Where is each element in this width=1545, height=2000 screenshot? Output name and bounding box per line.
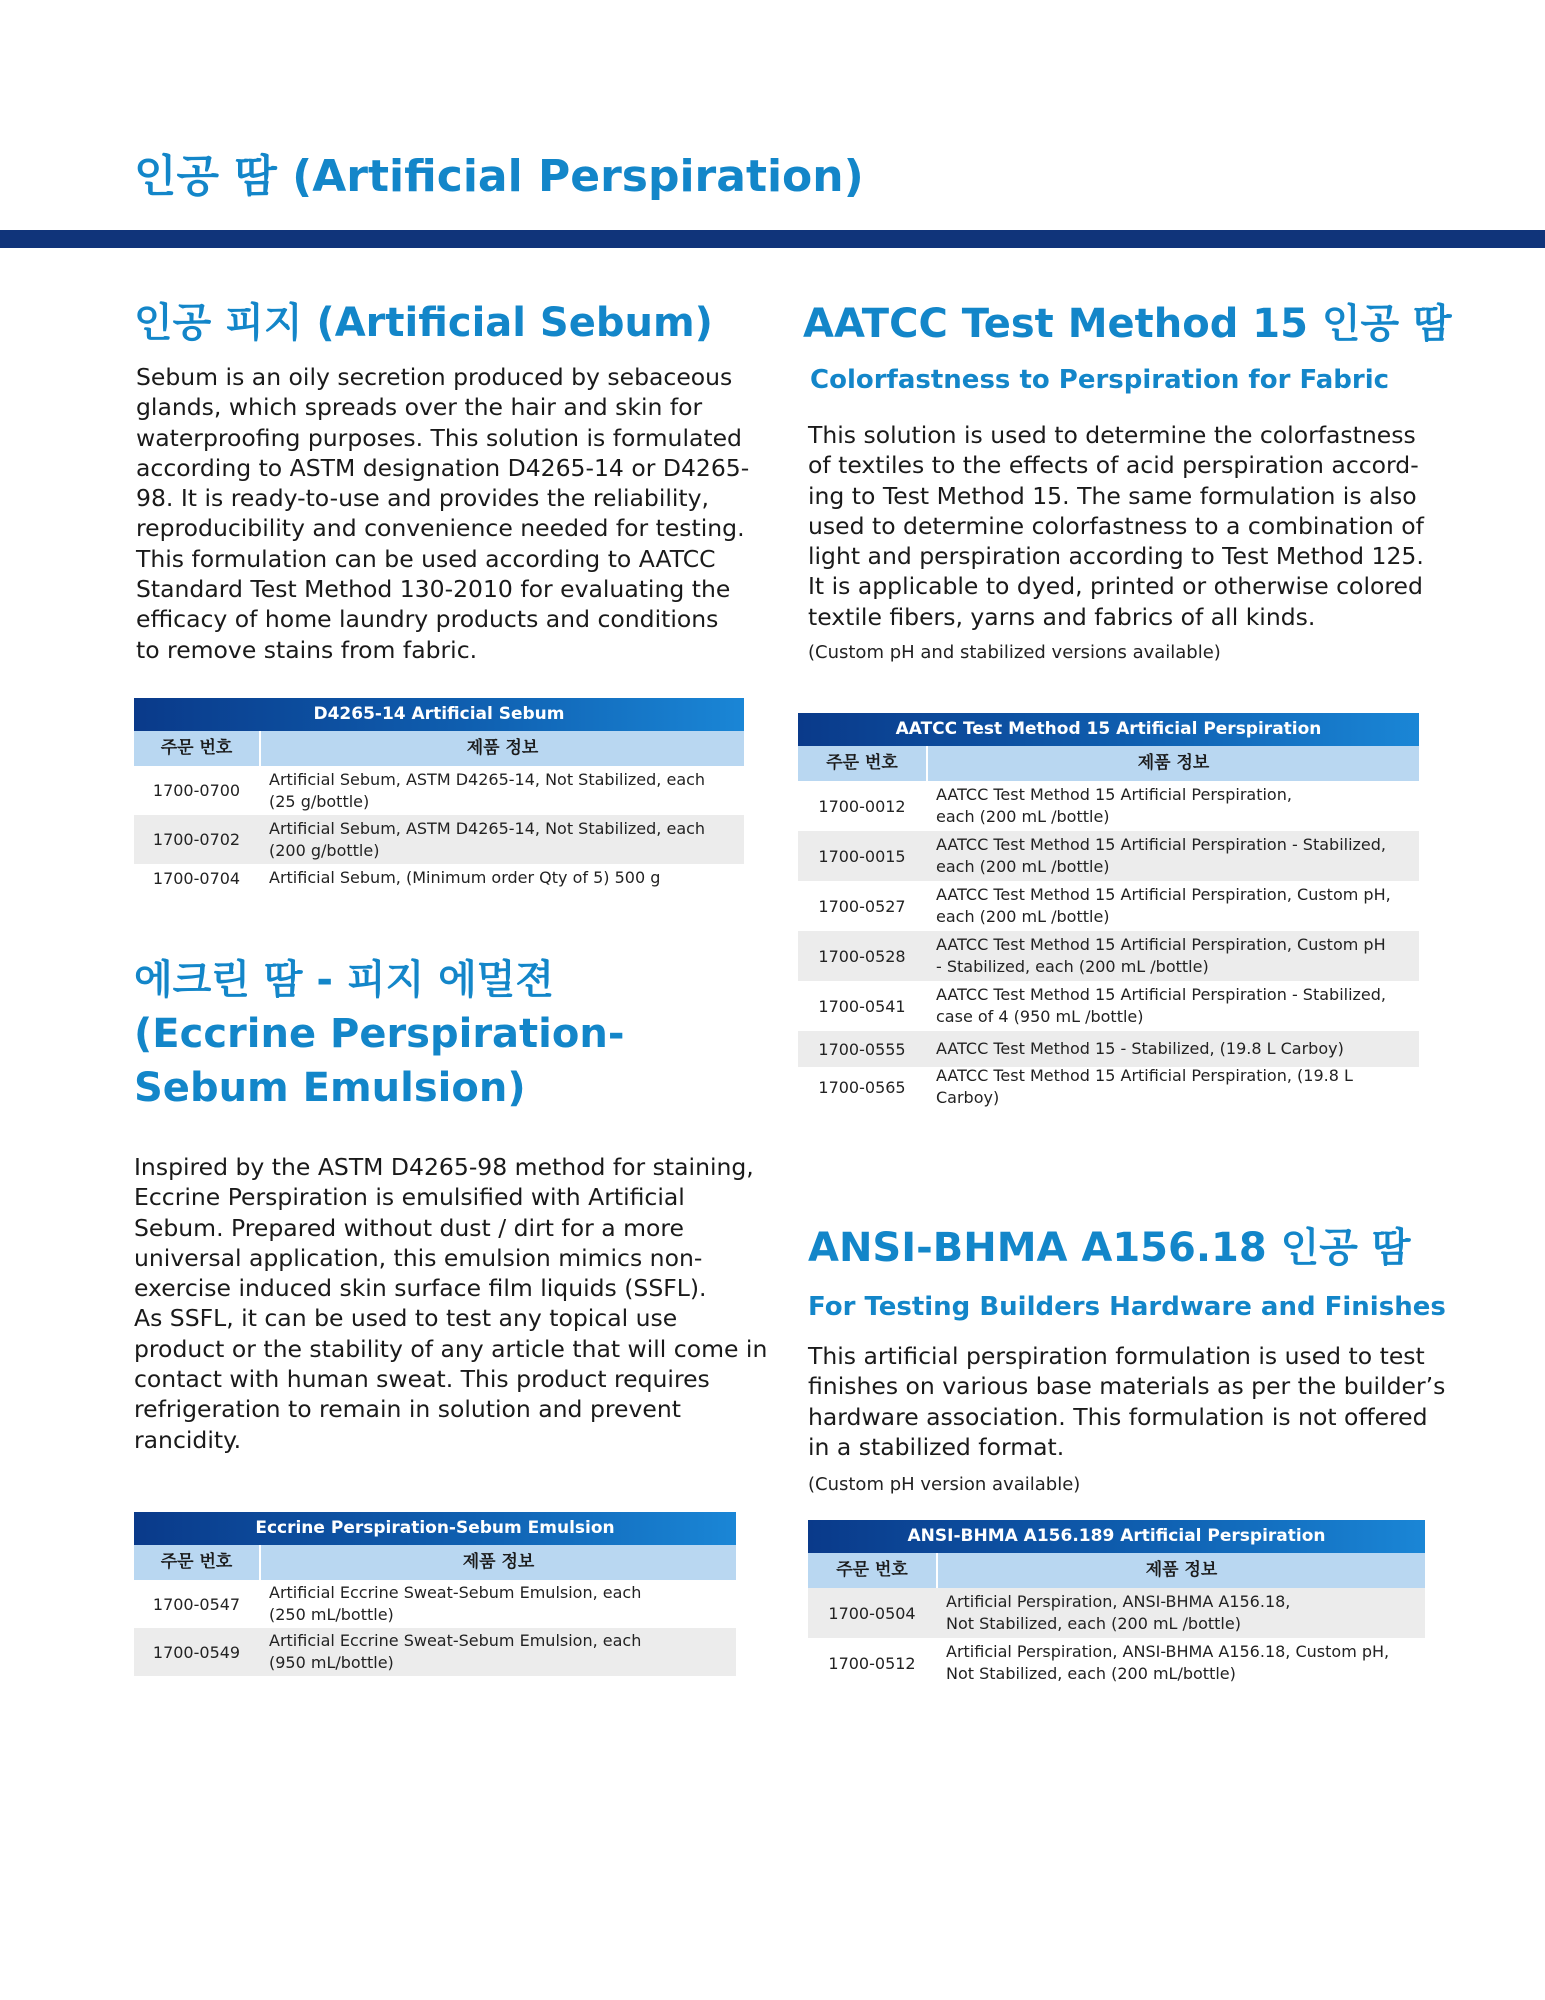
ansi-product-table: [808, 1520, 1425, 1688]
column-header-order-number: 주문 번호: [808, 1553, 938, 1588]
ansi-heading: ANSI-BHMA A156.18 인공 땀: [808, 1225, 1411, 1271]
heading-line: Sebum Emulsion): [134, 1065, 526, 1111]
text-line: light and perspiration according to Test Method 125.: [808, 542, 1424, 571]
order-number: 1700-0547: [152, 1594, 241, 1614]
table-row: [798, 931, 1419, 981]
order-number: 1700-0549: [152, 1642, 241, 1662]
text-line: universal application, this emulsion mimics non-: [134, 1243, 703, 1272]
order-number: 1700-0528: [818, 946, 906, 966]
table-row: [798, 881, 1419, 931]
text-line: reproducibility and convenience needed for testing.: [136, 514, 745, 543]
product-description: AATCC Test Method 15 Artificial Perspiration, Custom pH - Stabilized, each (200 mL /bottle): [936, 935, 1386, 976]
heading-line: (Eccrine Perspiration-: [134, 1011, 625, 1057]
text-line: Eccrine Perspiration is emulsified with Artificial: [134, 1183, 685, 1212]
order-number: 1700-0512: [828, 1653, 916, 1673]
table-row: [134, 766, 744, 815]
product-description: Artificial Sebum, (Minimum order Qty of 5) 500 g: [269, 868, 661, 887]
aatcc-heading: AATCC Test Method 15 인공 땀: [803, 301, 1452, 347]
table-row: [134, 864, 744, 892]
product-description: AATCC Test Method 15 - Stabilized, (19.8 L Carboy): [936, 1039, 1344, 1058]
text-line: This solution is used to determine the colorfastness: [808, 421, 1416, 449]
table-row: [798, 831, 1419, 881]
table-row: [808, 1638, 1425, 1688]
table-row: [798, 1067, 1419, 1107]
product-description: AATCC Test Method 15 Artificial Perspiration, each (200 mL /bottle): [936, 785, 1292, 826]
aatcc-product-table: [798, 713, 1419, 1107]
order-number: 1700-0702: [152, 830, 241, 849]
table-title: Eccrine Perspiration-Sebum Emulsion: [134, 1512, 736, 1545]
table-row: [798, 1031, 1419, 1067]
order-number: 1700-0704: [152, 868, 241, 888]
heading-line: 에크린 땀 - 피지 에멀젼: [134, 957, 555, 1003]
product-description: Artificial Sebum, ASTM D4265-14, Not Stabilized, each (200 g/bottle): [269, 818, 706, 860]
ansi-description: [808, 1341, 1445, 1462]
aatcc-availability-note: (Custom pH and stabilized versions available): [808, 642, 1221, 663]
column-header-product-info: 제품 정보: [1137, 753, 1210, 773]
column-header-product-info: 제품 정보: [462, 1552, 535, 1572]
text-line: according to ASTM designation D4265-14 or D4265-: [136, 453, 750, 482]
table-header: [134, 1545, 736, 1580]
text-line: This artificial perspiration formulation is used to test: [808, 1342, 1425, 1370]
table-row: [798, 981, 1419, 1031]
order-number: 1700-0527: [818, 896, 906, 916]
text-line: This formulation can be used according to AATCC: [136, 544, 716, 573]
table-header: [134, 731, 744, 766]
product-description: Artificial Sebum, ASTM D4265-14, Not Stabilized, each (25 g/bottle): [269, 769, 706, 811]
text-line: Sebum. Prepared without dust / dirt for a more: [134, 1213, 684, 1242]
text-line: It is applicable to dyed, printed or otherwise colored: [808, 572, 1423, 601]
text-line: exercise induced skin surface film liquids (SSFL).: [134, 1274, 707, 1303]
order-number: 1700-0504: [828, 1603, 916, 1623]
text-line: ing to Test Method 15. The same formulation is also: [808, 481, 1417, 510]
text-line: Standard Test Method 130-2010 for evaluating the: [136, 575, 731, 604]
ansi-subheading: For Testing Builders Hardware and Finishes: [808, 1292, 1446, 1322]
table-title: ANSI-BHMA A156.189 Artificial Perspiration: [808, 1520, 1425, 1553]
text-line: in a stabilized format.: [808, 1432, 1065, 1461]
text-line: waterproofing purposes. This solution is formulated: [136, 423, 742, 452]
product-description: AATCC Test Method 15 Artificial Perspiration, (19.8 L Carboy): [936, 1066, 1353, 1107]
table-row: [134, 815, 744, 864]
text-line: finishes on various base materials as per the builder’s: [808, 1372, 1446, 1401]
column-header-product-info: 제품 정보: [466, 738, 539, 758]
order-number: 1700-0541: [818, 996, 906, 1016]
sebum-heading: 인공 피지 (Artificial Sebum): [134, 300, 713, 346]
order-number: 1700-0700: [152, 781, 241, 800]
aatcc-subheading: Colorfastness to Perspiration for Fabric: [810, 365, 1390, 395]
table-row: [798, 781, 1419, 831]
order-number: 1700-0015: [818, 846, 906, 866]
text-line: product or the stability of any article that will come in: [134, 1334, 768, 1363]
table-title: AATCC Test Method 15 Artificial Perspiration: [798, 713, 1419, 746]
table-row: [134, 1580, 736, 1628]
product-description: Artificial Perspiration, ANSI-BHMA A156.18, Custom pH, Not Stabilized, each (200 mL/bottle): [946, 1642, 1390, 1683]
product-description: Artificial Eccrine Sweat-Sebum Emulsion, each (950 mL/bottle): [269, 1631, 642, 1672]
eccrine-product-table: [134, 1512, 736, 1676]
ansi-availability-note: (Custom pH version available): [808, 1474, 1081, 1495]
text-line: refrigeration to remain in solution and prevent: [134, 1395, 681, 1424]
text-line: Inspired by the ASTM D4265-98 method for staining,: [134, 1153, 754, 1181]
sebum-description: [136, 362, 749, 665]
order-number: 1700-0012: [818, 796, 906, 816]
column-header-order-number: 주문 번호: [134, 731, 261, 766]
page-title: 인공 땀 (Artificial Perspiration): [134, 151, 864, 202]
table-header: [808, 1553, 1425, 1588]
table-header: [798, 746, 1419, 781]
product-description: AATCC Test Method 15 Artificial Perspiration - Stabilized, each (200 mL /bottle): [936, 835, 1387, 876]
table-title: D4265-14 Artificial Sebum: [134, 698, 744, 731]
text-line: As SSFL, it can be used to test any topical use: [134, 1304, 678, 1333]
product-description: AATCC Test Method 15 Artificial Perspiration, Custom pH, each (200 mL /bottle): [936, 885, 1391, 926]
header-divider-band: [0, 230, 1545, 248]
order-number: 1700-0565: [818, 1077, 906, 1097]
text-line: efficacy of home laundry products and conditions: [136, 605, 719, 634]
eccrine-description: [134, 1152, 767, 1455]
text-line: of textiles to the effects of acid perspiration accord-: [808, 451, 1419, 480]
product-description: Artificial Eccrine Sweat-Sebum Emulsion, each (250 mL/bottle): [269, 1583, 642, 1624]
text-line: 98. It is ready-to-use and provides the reliability,: [136, 484, 710, 513]
sebum-product-table: [134, 698, 744, 892]
text-line: rancidity.: [134, 1425, 242, 1454]
column-header-order-number: 주문 번호: [134, 1545, 261, 1580]
text-line: hardware association. This formulation is not offered: [808, 1402, 1428, 1431]
order-number: 1700-0555: [818, 1039, 906, 1059]
text-line: used to determine colorfastness to a combination of: [808, 511, 1424, 540]
text-line: textile fibers, yarns and fabrics of all kinds.: [808, 602, 1316, 631]
text-line: Sebum is an oily secretion produced by sebaceous: [136, 363, 733, 391]
table-row: [134, 1628, 736, 1676]
text-line: glands, which spreads over the hair and skin for: [136, 393, 703, 422]
text-line: to remove stains from fabric.: [136, 635, 478, 664]
text-line: contact with human sweat. This product requires: [134, 1365, 710, 1394]
product-description: AATCC Test Method 15 Artificial Perspiration - Stabilized, case of 4 (950 mL /bottle): [936, 985, 1387, 1026]
table-row: [808, 1588, 1425, 1638]
column-header-order-number: 주문 번호: [798, 746, 928, 781]
column-header-product-info: 제품 정보: [1145, 1560, 1218, 1580]
eccrine-heading: [134, 953, 624, 1115]
aatcc-description: [808, 420, 1424, 632]
product-description: Artificial Perspiration, ANSI-BHMA A156.18, Not Stabilized, each (200 mL /bottle): [946, 1592, 1291, 1633]
